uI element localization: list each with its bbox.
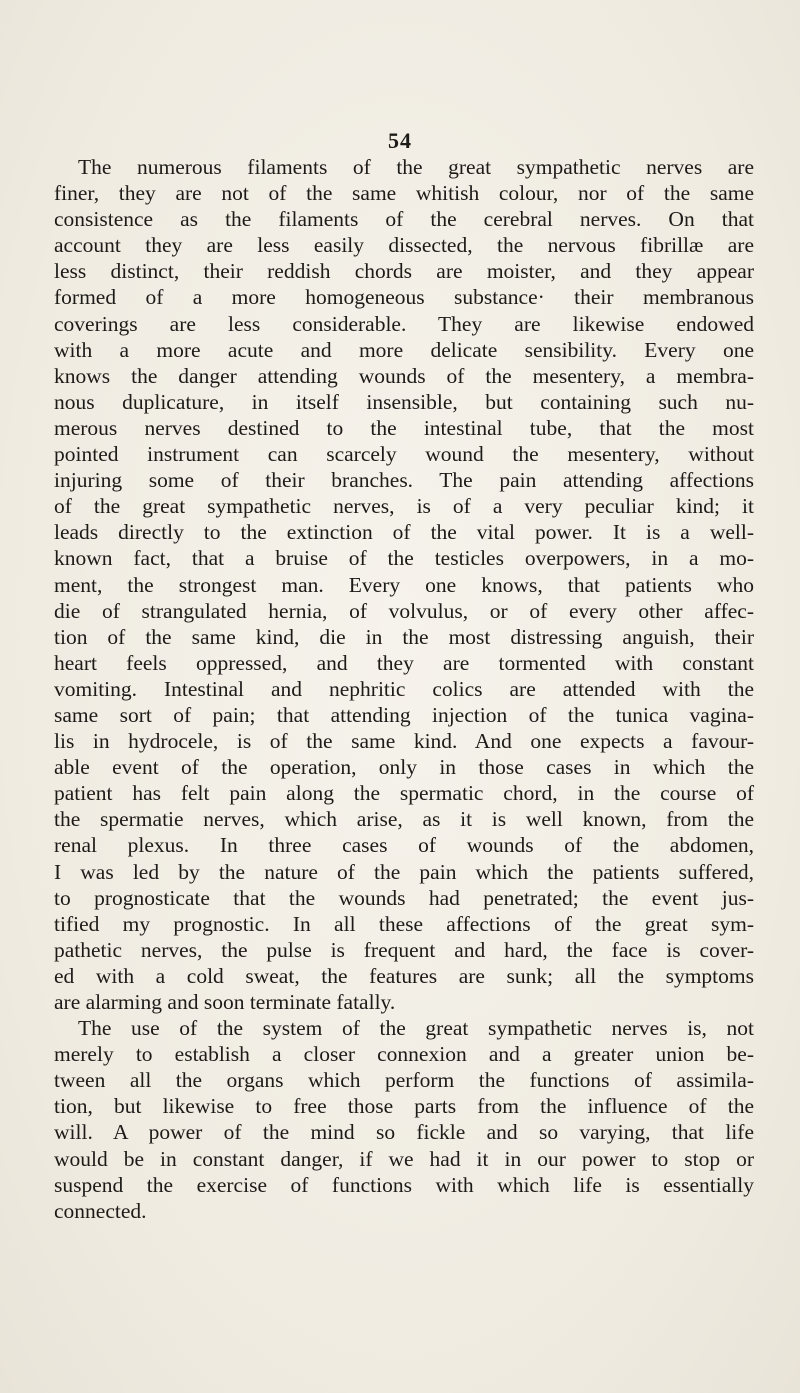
text-line: to prognosticate that the wounds had penetrated; the event jus- xyxy=(54,885,754,910)
text-line: connected. xyxy=(54,1198,147,1223)
text-line: tween all the organs which perform the functions of assimila- xyxy=(54,1068,754,1093)
text-line: leads directly to the extinction of the vital power. It is a well- xyxy=(54,520,754,545)
text-line: pathetic nerves, the pulse is frequent and hard, the face is cover- xyxy=(54,937,754,962)
text-line: tion, but likewise to free those parts from the influence of the xyxy=(54,1094,754,1119)
text-line: less distinct, their reddish chords are moister, and they appear xyxy=(54,259,754,284)
text-line: same sort of pain; that attending injection of the tunica vagina- xyxy=(54,702,754,727)
text-line: nous duplicature, in itself insensible, but containing such nu- xyxy=(54,389,754,414)
text-line: finer, they are not of the same whitish colour, nor of the same xyxy=(54,181,754,206)
text-line: of the great sympathetic nerves, is of a very peculiar kind; it xyxy=(54,494,754,519)
text-line: the spermatie nerves, which arise, as it is well known, from the xyxy=(54,807,754,832)
text-line: merous nerves destined to the intestinal tube, that the most xyxy=(54,415,754,440)
text-line: suspend the exercise of functions with which life is essentially xyxy=(54,1172,754,1197)
text-line: would be in constant danger, if we had it in our power to stop or xyxy=(54,1146,754,1171)
text-line: able event of the operation, only in those cases in which the xyxy=(54,755,754,780)
text-line: The numerous filaments of the great sympathetic nerves are xyxy=(78,155,754,179)
text-line: die of strangulated hernia, of volvulus, or of every other affec- xyxy=(54,598,754,623)
text-line: formed of a more homogeneous substance· their membranous xyxy=(54,285,754,310)
text-line: ed with a cold sweat, the features are sunk; all the symptoms xyxy=(54,963,754,988)
text-line: heart feels oppressed, and they are tormented with constant xyxy=(54,650,754,675)
text-line: known fact, that a bruise of the testicles overpowers, in a mo- xyxy=(54,546,754,571)
text-line: lis in hydrocele, is of the same kind. And one expects a favour- xyxy=(54,729,754,754)
text-line: consistence as the filaments of the cerebral nerves. On that xyxy=(54,207,754,232)
text-line: The use of the system of the great sympathetic nerves is, not xyxy=(78,1016,754,1041)
text-line: account they are less easily dissected, the nervous fibrillæ are xyxy=(54,233,754,258)
text-line: merely to establish a closer connexion and a greater union be- xyxy=(54,1042,754,1067)
text-line: patient has felt pain along the spermatic chord, in the course of xyxy=(54,781,754,806)
text-line: vomiting. Intestinal and nephritic colics are attended with the xyxy=(54,676,754,701)
text-line: will. A power of the mind so fickle and so varying, that life xyxy=(54,1120,754,1145)
text-line: I was led by the nature of the pain which the patients suffered, xyxy=(54,859,754,884)
text-line: coverings are less considerable. They are likewise endowed xyxy=(54,311,754,336)
text-line: are alarming and soon terminate fatally. xyxy=(54,990,396,1014)
text-line: ment, the strongest man. Every one knows, that patients who xyxy=(54,572,754,597)
text-line: knows the danger attending wounds of the mesentery, a membra- xyxy=(54,363,754,388)
text-line: injuring some of their branches. The pain attending affections xyxy=(54,468,754,493)
page-number: 54 xyxy=(388,128,412,153)
text-line: pointed instrument can scarcely wound the mesentery, without xyxy=(54,442,754,467)
text-line: tion of the same kind, die in the most distressing anguish, their xyxy=(54,624,754,649)
text-line: renal plexus. In three cases of wounds of the abdomen, xyxy=(54,833,754,858)
body-text xyxy=(54,154,754,1224)
text-line: tified my prognostic. In all these affections of the great sym- xyxy=(54,911,754,936)
text-line: with a more acute and more delicate sensibility. Every one xyxy=(54,337,754,362)
